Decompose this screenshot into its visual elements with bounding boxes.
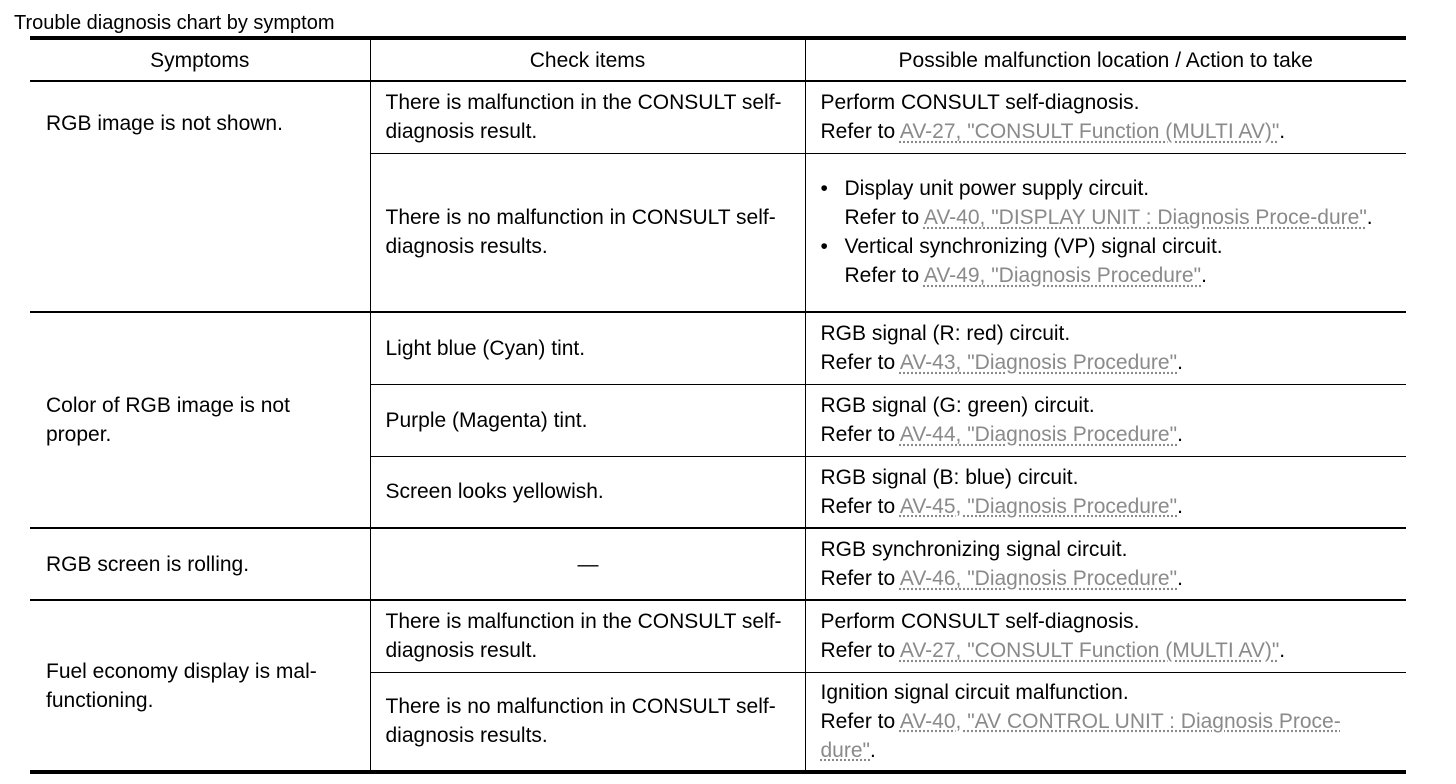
symptom-cell: Color of RGB image is not proper.	[30, 312, 370, 528]
period: .	[1279, 639, 1286, 663]
check-item-cell: There is malfunction in the CONSULT self-diagnosis result.	[370, 600, 805, 672]
bullet-icon: •	[820, 235, 828, 259]
table-row	[30, 600, 1406, 672]
reference-link[interactable]: AV-40, "AV CONTROL UNIT : Diagnosis Proce-dure"	[820, 709, 1341, 762]
reference-link[interactable]: AV-43, "Diagnosis Procedure"	[899, 351, 1178, 375]
table-row	[30, 528, 1406, 600]
period: .	[1177, 567, 1183, 590]
period: .	[870, 738, 876, 762]
reference-link[interactable]: AV-45, "Diagnosis Procedure"	[899, 494, 1178, 518]
period: .	[1177, 423, 1183, 446]
action-text: RGB signal (B: blue) circuit.	[820, 465, 1079, 489]
action-text: Vertical synchronizing (VP) signal circuit.	[844, 235, 1223, 259]
reference-link[interactable]: AV-27, "CONSULT Function (MULTI AV)"	[899, 639, 1280, 663]
check-item-cell: Purple (Magenta) tint.	[370, 384, 805, 456]
refer-to-label: Refer to	[820, 567, 896, 590]
reference-link[interactable]: AV-27, "CONSULT Function (MULTI AV)"	[899, 120, 1280, 144]
action-text: Ignition signal circuit malfunction.	[820, 680, 1129, 704]
period: .	[1279, 120, 1286, 144]
action-cell	[805, 312, 1406, 384]
refer-to-label: Refer to	[820, 709, 896, 733]
reference-link[interactable]: AV-44, "Diagnosis Procedure"	[899, 423, 1178, 446]
action-cell	[805, 600, 1406, 672]
check-item-cell: There is no malfunction in CONSULT self-diagnosis results.	[370, 153, 805, 312]
refer-to-label: Refer to	[820, 351, 896, 375]
symptom-cell: RGB screen is rolling.	[30, 528, 370, 600]
reference-link[interactable]: AV-40, "DISPLAY UNIT : Diagnosis Proce-dure"	[923, 206, 1367, 230]
action-cell	[805, 528, 1406, 600]
reference-link[interactable]: AV-49, "Diagnosis Procedure"	[923, 264, 1202, 288]
action-text: Perform CONSULT self-diagnosis.	[820, 610, 1140, 634]
refer-to-label: Refer to	[820, 423, 896, 446]
period: .	[1177, 351, 1183, 375]
header-check-items: Check items	[370, 38, 805, 81]
table-row	[30, 81, 1406, 153]
action-text: RGB signal (R: red) circuit.	[820, 322, 1071, 346]
action-cell	[805, 153, 1406, 312]
table-row	[30, 312, 1406, 384]
check-item-cell: There is malfunction in the CONSULT self-diagnosis result.	[370, 81, 805, 153]
bullet-list	[821, 174, 1393, 290]
refer-to-label: Refer to	[820, 494, 896, 518]
refer-to-label: Refer to	[844, 206, 920, 230]
period: .	[1366, 206, 1373, 230]
action-cell	[805, 384, 1406, 456]
period: .	[1201, 264, 1207, 288]
action-text: Display unit power supply circuit.	[844, 177, 1150, 201]
header-action: Possible malfunction location / Action to take	[805, 38, 1406, 81]
refer-to-label: Refer to	[820, 120, 896, 144]
check-item-cell: Light blue (Cyan) tint.	[370, 312, 805, 384]
header-symptoms: Symptoms	[30, 38, 370, 81]
check-item-cell: There is no malfunction in CONSULT self-diagnosis results.	[370, 672, 805, 772]
symptom-cell: RGB image is not shown.	[30, 81, 370, 312]
reference-link[interactable]: AV-46, "Diagnosis Procedure"	[899, 567, 1178, 590]
refer-to-label: Refer to	[820, 639, 896, 663]
refer-to-label: Refer to	[844, 264, 920, 288]
trouble-diagnosis-table	[30, 36, 1406, 774]
chart-caption: Trouble diagnosis chart by symptom	[14, 12, 335, 34]
check-item-cell: Screen looks yellowish.	[370, 456, 805, 528]
check-item-cell: —	[370, 528, 805, 600]
action-text: RGB synchronizing signal circuit.	[820, 538, 1128, 561]
bullet-item	[821, 232, 1393, 290]
bullet-item	[821, 174, 1393, 232]
action-cell	[805, 81, 1406, 153]
action-cell	[805, 672, 1406, 772]
symptom-cell: Fuel economy display is mal-functioning.	[30, 600, 370, 772]
header-row	[30, 38, 1406, 81]
action-text: RGB signal (G: green) circuit.	[820, 394, 1095, 417]
action-cell	[805, 456, 1406, 528]
period: .	[1177, 494, 1183, 518]
bullet-icon: •	[820, 177, 828, 201]
action-text: Perform CONSULT self-diagnosis.	[820, 91, 1140, 115]
